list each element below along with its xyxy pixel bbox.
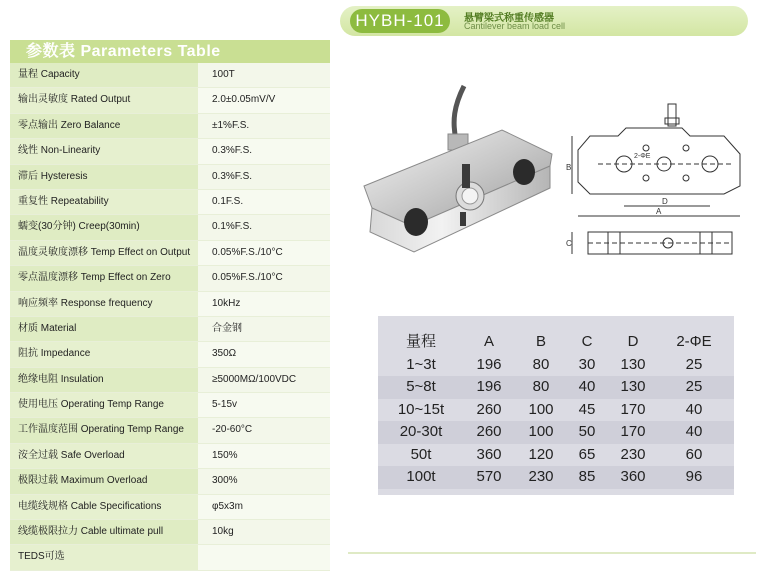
param-value: 0.05%F.S./10°C	[198, 241, 330, 265]
product-title-cn: 悬臂梁式称重传感器	[464, 13, 554, 24]
param-value: ≥5000MΩ/100VDC	[198, 368, 330, 392]
param-label: 线缆极限拉力 Cable ultimate pull	[10, 520, 198, 544]
dimension-cell: 260	[476, 423, 502, 440]
param-row	[10, 139, 330, 164]
dimension-header-cell: B	[535, 333, 546, 350]
dimension-cell: 170	[620, 400, 646, 418]
param-row	[10, 418, 330, 443]
param-label: 滞后 Hysteresis	[10, 165, 198, 189]
param-label: 极限过载 Maximum Overload	[10, 469, 198, 493]
param-value: 0.3%F.S.	[198, 165, 330, 189]
dimension-cell: 100	[528, 423, 554, 440]
param-row	[10, 114, 330, 139]
dimension-row	[378, 399, 734, 422]
param-value: ±1%F.S.	[198, 114, 330, 138]
dimension-cell: 260	[476, 400, 502, 418]
param-row	[10, 520, 330, 545]
param-value	[198, 545, 330, 569]
dimension-header-cell: D	[627, 333, 639, 350]
param-row	[10, 444, 330, 469]
param-row	[10, 88, 330, 113]
dimension-header-row	[378, 331, 734, 354]
product-title-en: Cantilever beam load cell	[464, 21, 566, 31]
param-value: φ5x3m	[198, 495, 330, 519]
dimension-cell: 65	[578, 445, 596, 463]
param-row	[10, 63, 330, 88]
dimension-cell: 570	[476, 468, 502, 485]
param-label: 温度灵敏度漂移 Temp Effect on Output	[10, 241, 198, 265]
param-value: 100T	[198, 63, 330, 87]
dimension-cell: 10~15t	[397, 400, 445, 418]
param-row	[10, 190, 330, 215]
dimension-table	[378, 316, 734, 495]
param-row	[10, 215, 330, 240]
dimension-cell: 40	[578, 378, 596, 395]
product-header	[340, 6, 748, 36]
parameters-table-title: 参数表 Parameters Table	[10, 40, 330, 63]
dimension-row	[378, 376, 734, 399]
dimension-cell: 360	[476, 445, 502, 463]
dimension-cell: 196	[476, 355, 502, 373]
load-cell-illustration	[352, 76, 560, 280]
dimension-cell: 25	[685, 378, 703, 395]
dimension-row	[378, 421, 734, 444]
dimension-cell: 50t	[410, 445, 432, 463]
dimension-cell: 45	[578, 400, 596, 418]
label-a: A	[656, 207, 662, 216]
param-row	[10, 317, 330, 342]
dimension-header-cell: 2-ΦE	[676, 333, 712, 350]
model-badge: HYBH-101	[350, 9, 450, 33]
dimension-cell: 1~3t	[406, 355, 436, 373]
param-label: 响应频率 Response frequency	[10, 292, 198, 316]
dimension-row	[378, 444, 734, 467]
dimension-header-cell: C	[581, 333, 593, 350]
dimension-cell: 80	[532, 378, 550, 395]
dimension-cell: 50	[578, 423, 596, 440]
dimension-cell: 20-30t	[399, 423, 443, 440]
param-value: 2.0±0.05mV/V	[198, 88, 330, 112]
param-label: 电缆线规格 Cable Specifications	[10, 495, 198, 519]
footer-divider	[348, 552, 756, 554]
param-label: 蠕变(30分钟) Creep(30min)	[10, 215, 198, 239]
param-value: 150%	[198, 444, 330, 468]
drawing-svg	[564, 78, 754, 276]
param-value: 0.3%F.S.	[198, 139, 330, 163]
param-label: 洝全过载 Safe Overload	[10, 444, 198, 468]
dimension-cell: 5~8t	[406, 378, 436, 395]
dimension-cell: 196	[476, 378, 502, 395]
param-row	[10, 545, 330, 570]
dimension-cell: 130	[620, 378, 646, 395]
param-label: 零点输出 Zero Balance	[10, 114, 198, 138]
dimension-cell: 40	[685, 423, 703, 440]
param-row	[10, 342, 330, 367]
param-label: 使用电压 Operating Temp Range	[10, 393, 198, 417]
param-row	[10, 292, 330, 317]
param-value: 300%	[198, 469, 330, 493]
param-label: 线性 Non-Linearity	[10, 139, 198, 163]
param-label: 量程 Capacity	[10, 63, 198, 87]
dimension-cell: 96	[685, 468, 703, 485]
param-row	[10, 165, 330, 190]
dimension-cell: 25	[685, 355, 703, 373]
param-value: 5-15v	[198, 393, 330, 417]
param-row	[10, 393, 330, 418]
product-photo	[352, 76, 560, 280]
dimension-header-cell: A	[483, 333, 494, 350]
label-e: 2-ΦE	[634, 153, 651, 160]
param-value: 0.05%F.S./10°C	[198, 266, 330, 290]
dimension-cell: 40	[685, 400, 703, 418]
dimension-cell: 230	[528, 468, 554, 485]
label-d: D	[662, 197, 668, 206]
param-label: TEDS可选	[10, 545, 198, 569]
param-value: 350Ω	[198, 342, 330, 366]
param-label: 输出灵敏度 Rated Output	[10, 88, 198, 112]
param-label: 重复性 Repeatability	[10, 190, 198, 214]
dimension-row	[378, 354, 734, 377]
param-label: 工作温度范围 Operating Temp Range	[10, 418, 198, 442]
param-label: 材质 Material	[10, 317, 198, 341]
dimension-cell: 100t	[406, 468, 436, 485]
param-row	[10, 241, 330, 266]
dimension-cell: 30	[578, 355, 596, 373]
dimension-cell: 100	[528, 400, 554, 418]
parameters-table	[10, 40, 330, 563]
param-row	[10, 266, 330, 291]
param-label: 零点温度漂移 Temp Effect on Zero	[10, 266, 198, 290]
dimension-cell: 60	[685, 445, 703, 463]
label-c: C	[566, 239, 572, 248]
dimension-cell: 85	[578, 468, 596, 485]
dimension-cell: 130	[620, 355, 646, 373]
param-value: 0.1%F.S.	[198, 215, 330, 239]
param-value: 0.1F.S.	[198, 190, 330, 214]
dimension-cell: 360	[620, 468, 646, 485]
param-row	[10, 469, 330, 494]
dimension-drawing	[564, 78, 754, 276]
label-b: B	[566, 163, 572, 172]
dimension-header-cell: 量程	[405, 333, 436, 350]
param-label: 阻抗 Impedance	[10, 342, 198, 366]
param-value: 10kg	[198, 520, 330, 544]
param-value: 合金钢	[198, 317, 330, 341]
dimension-cell: 230	[620, 445, 646, 463]
dimension-cell: 120	[528, 445, 554, 463]
param-value: 10kHz	[198, 292, 330, 316]
dimension-cell: 80	[532, 355, 550, 373]
param-label: 绝缘电阻 Insulation	[10, 368, 198, 392]
dimension-cell: 170	[620, 423, 646, 440]
dimension-row	[378, 466, 734, 489]
param-row	[10, 368, 330, 393]
param-row	[10, 495, 330, 520]
param-value: -20-60°C	[198, 418, 330, 442]
